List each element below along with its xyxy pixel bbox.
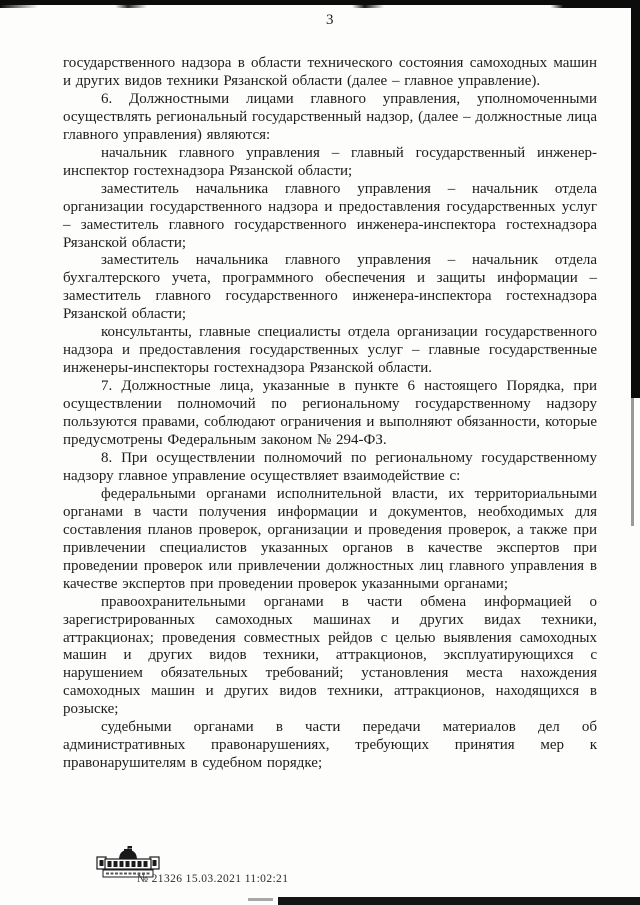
paragraph: заместитель начальника главного управления – начальник отдела организации государственного надзора и предоставления государственных услуг – заместитель главного государственного инженера-инспектора гостехнадзора Рязанской области; (63, 180, 597, 251)
paragraph: правоохранительными органами в части обмена информацией о зарегистрированных самоходных машинах и других видах техники, аттракционах; проведения совместных рейдов с целью выявления самоходных машин и других видов техники, аттракционов, эксплуатирующихся с нарушением обязательных требований; установления места нахождения самоходных машин и других видов техники, аттракционов, находящихся в розыске; (63, 593, 597, 718)
page-number: 3 (326, 12, 334, 28)
registration-number: № 21326 15.03.2021 11:02:21 (137, 873, 289, 885)
paragraph: судебными органами в части передачи материалов дел об административных правонарушениях, требующих принятия мер к правонарушителям в судебном порядке; (63, 719, 597, 772)
paragraph: консультанты, главные специалисты отдела организации государственного надзора и предоставления государственных услуг – главные государственные инженеры-инспекторы гостехнадзора Рязанской области. (63, 324, 597, 377)
scan-artifact-right-edge (631, 0, 640, 398)
document-body (63, 55, 597, 773)
document-page (63, 12, 597, 773)
scan-artifact-top-edge (0, 0, 640, 5)
paragraph: 6. Должностными лицами главного управления, уполномоченными осуществлять региональный государственный надзор, (далее – должностные лица главного управления) являются: (63, 90, 597, 143)
paragraph: 8. При осуществлении полномочий по региональному государственному надзору главное управление осуществляет взаимодействие с: (63, 449, 597, 484)
paragraph: начальник главного управления – главный государственный инженер-инспектор гостехнадзора Рязанской области; (63, 144, 597, 179)
paragraph: заместитель начальника главного управления – начальник отдела бухгалтерского учета, программного обеспечения и защиты информации – заместитель главного государственного инженера-инспектора гостехнадзора Рязанской области; (63, 252, 597, 323)
scan-artifact-right-line (631, 398, 634, 526)
paragraph: государственного надзора в области технического состояния самоходных машин и других видов техники Рязанской области (далее – главное управление). (63, 55, 597, 89)
paragraph: 7. Должностные лица, указанные в пункте 6 настоящего Порядка, при осуществлении полномочий по региональному государственному надзору пользуются правами, соблюдают ограничения и выполняют обязанности, которые предусмотрены Федеральным законом № 294-ФЗ. (63, 378, 597, 449)
registration-stamp (95, 845, 425, 890)
scan-artifact-bottom-edge (278, 897, 640, 905)
paragraph: федеральными органами исполнительной власти, их территориальными органами в части получения информации и документов, необходимых для составления планов проверок, организации и проведения проверок, а также при привлечении специалистов указанных органов в качестве экспертов при проведении проверок или привлечении должностных лиц главного управления в качестве экспертов при проведении проверок указанными органами; (63, 485, 597, 592)
scan-artifact-bottom-dash (248, 898, 273, 901)
